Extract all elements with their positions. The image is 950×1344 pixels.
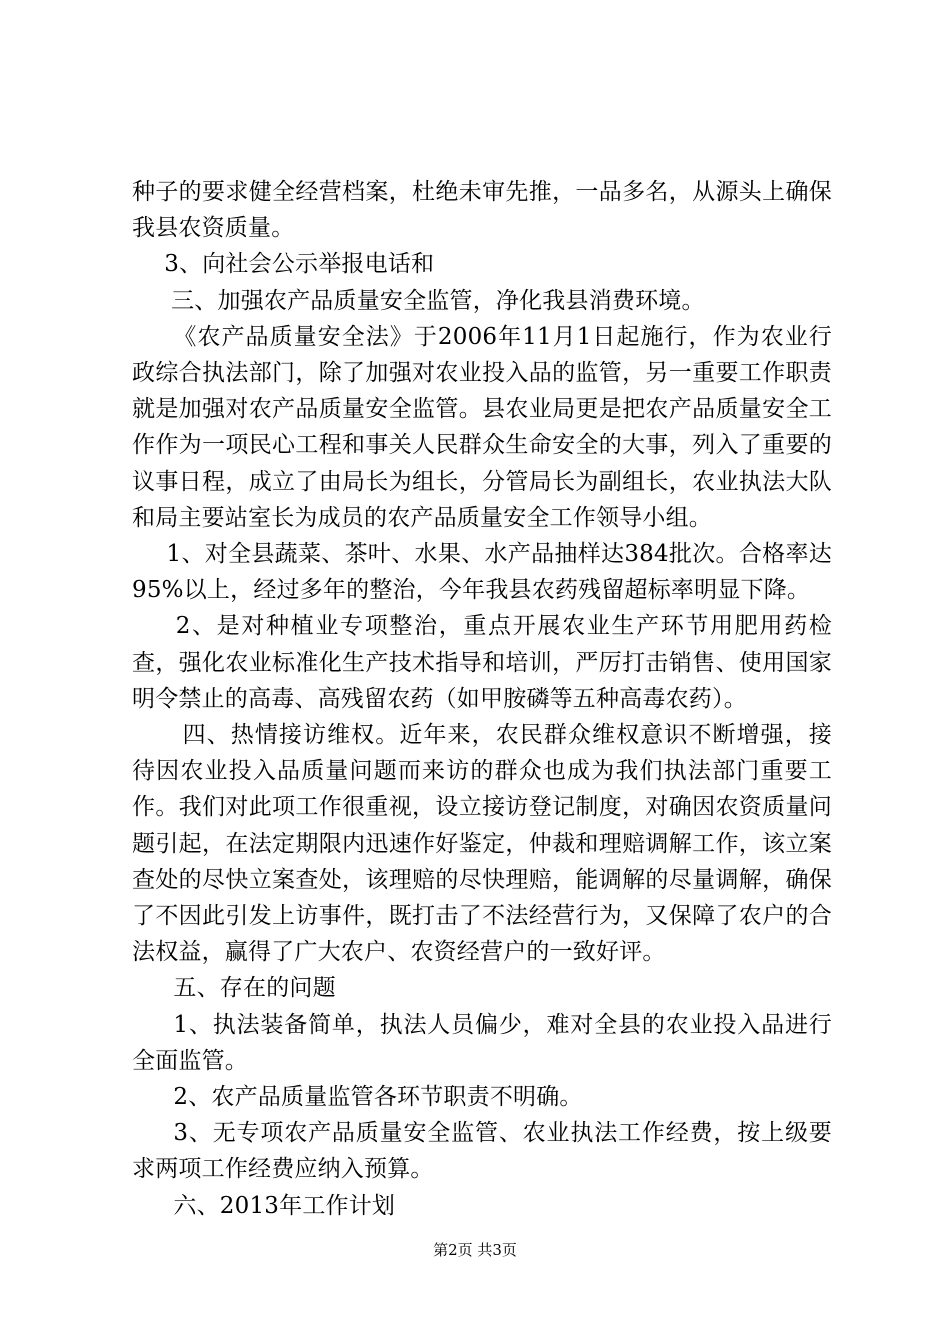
- document-body: [132, 174, 832, 1224]
- section-heading-5: 五、存在的问题: [173, 975, 336, 1002]
- paragraph-quality-law: 《农产品质量安全法》于2006年11月1日起施行，作为农业行政综合执法部门，除了加强对农业投入品的监管，另一重要工作职责就是加强对农产品质量安全监管。县农业局更是把农产品质量安全工作作为一项民心工程和事关人民群众生命安全的大事，列入了重要的议事日程，成立了由局长为组长，分管局长为副组长，农业执法大队和局主要站室长为成员的农产品质量安全工作领导小组。: [132, 323, 832, 531]
- section-heading-6: 六、2013年工作计划: [173, 1192, 396, 1219]
- paragraph-problem-1: 1、执法装备简单，执法人员偏少，难对全县的农业投入品进行全面监管。: [132, 1011, 832, 1074]
- paragraph-problem-2: 2、农产品质量监管各环节职责不明确。: [173, 1084, 583, 1111]
- paragraph-item-2-planting: 2、是对种植业专项整治，重点开展农业生产环节用肥用药检查，强化农业标准化生产技术指导和培训，严厉打击销售、使用国家明令禁止的高毒、高残留农药（如甲胺磷等五种高毒农药）。: [132, 613, 832, 712]
- paragraph-item-1-sampling: 1、对全县蔬菜、茶叶、水果、水产品抽样达384批次。合格率达95%以上，经过多年的整治，今年我县农药残留超标率明显下降。: [132, 541, 832, 604]
- page-footer: [0, 1240, 950, 1260]
- page-number: 第2页 共3页: [433, 1241, 517, 1259]
- paragraph-problem-3: 3、无专项农产品质量安全监管、农业执法工作经费，按上级要求两项工作经费应纳入预算。: [132, 1120, 832, 1183]
- paragraph-item-3-report-phone: 3、向社会公示举报电话和: [164, 251, 435, 278]
- section-heading-4-paragraph: 四、热情接访维权。近年来，农民群众维权意识不断增强，接待因农业投入品质量问题而来访的群众也成为我们执法部门重要工作。我们对此项工作很重视，设立接访登记制度，对确因农资质量问题引起，在法定期限内迅速作好鉴定，仲裁和理赔调解工作，该立案查处的尽快立案查处，该理赔的尽快理赔，能调解的尽量调解，确保了不因此引发上访事件，既打击了不法经营行为，又保障了农户的合法权益，赢得了广大农户、农资经营户的一致好评。: [132, 722, 832, 966]
- section-heading-3: 三、加强农产品质量安全监管，净化我县消费环境。: [171, 287, 705, 314]
- paragraph-continuation: 种子的要求健全经营档案，杜绝未审先推，一品多名，从源头上确保我县农资质量。: [132, 179, 832, 242]
